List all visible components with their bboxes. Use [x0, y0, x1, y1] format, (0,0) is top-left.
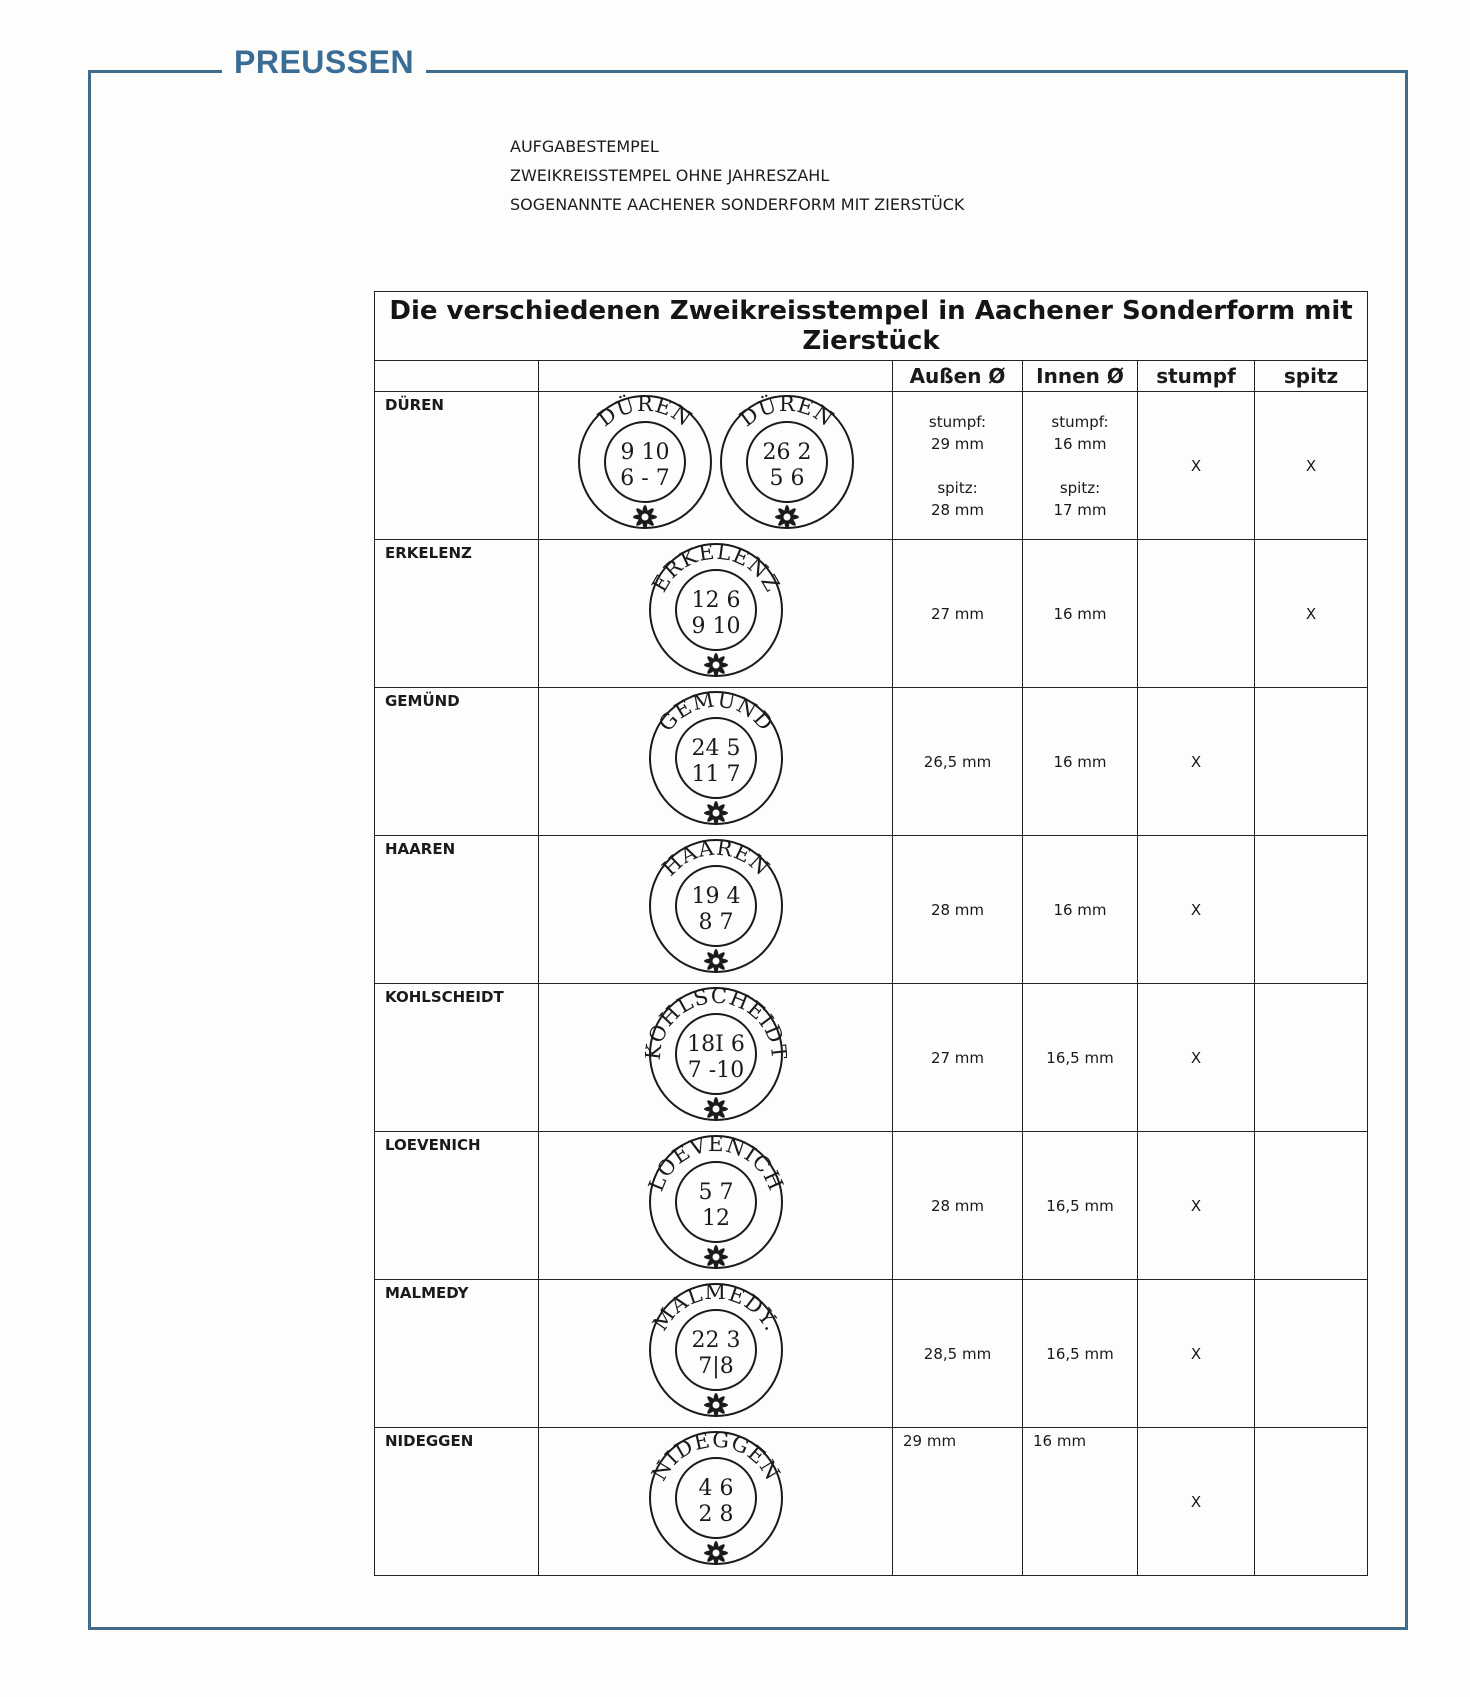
- town-name: NIDEGGEN: [375, 1428, 539, 1576]
- spitz-mark: [1255, 1280, 1368, 1428]
- inner-diameter: 16,5 mm: [1023, 984, 1138, 1132]
- postmark-stamp: [645, 1133, 787, 1275]
- town-name: LOEVENICH: [375, 1132, 539, 1280]
- stamp-town: DÜREN: [734, 392, 839, 431]
- stamp-image-cell: [539, 392, 893, 540]
- postmark-stamp: [645, 1281, 787, 1423]
- column-header: [539, 361, 893, 392]
- measurement-list: [1023, 411, 1137, 521]
- stamp-date-line: 18I 6: [686, 1031, 745, 1057]
- postmark-stamp: [645, 1429, 787, 1571]
- stamp-town: NIDEGGEN: [646, 1428, 785, 1485]
- ornament-icon: [704, 1097, 728, 1121]
- ornament-icon: [633, 505, 657, 529]
- column-header-inner: Innen Ø: [1023, 361, 1138, 392]
- measurement-line: stumpf:: [1051, 412, 1109, 431]
- stamp-date-line: 26 2: [762, 439, 811, 465]
- table-row: [375, 540, 1368, 688]
- town-name: GEMÜND: [375, 688, 539, 836]
- inner-diameter: 16,5 mm: [1023, 1280, 1138, 1428]
- outer-diameter: 26,5 mm: [893, 688, 1023, 836]
- table-row: [375, 836, 1368, 984]
- column-header-spitz: spitz: [1255, 361, 1368, 392]
- spitz-mark: [1255, 984, 1368, 1132]
- stamp-time-line: 5 6: [769, 465, 804, 491]
- spitz-mark: [1255, 688, 1368, 836]
- stamp-town: GEMUND: [653, 688, 778, 736]
- spitz-mark: [1255, 1428, 1368, 1576]
- column-header-outer: Außen Ø: [893, 361, 1023, 392]
- stamp-image-cell: [539, 540, 893, 688]
- table-row: [375, 984, 1368, 1132]
- postmark-stamp: [645, 985, 787, 1127]
- outer-diameter: 28,5 mm: [893, 1280, 1023, 1428]
- spitz-mark: [1255, 836, 1368, 984]
- table-body: [375, 392, 1368, 1576]
- stamp-date-line: 12 6: [691, 587, 740, 613]
- stamp-town: MALMEDY.: [647, 1280, 784, 1335]
- ornament-icon: [775, 505, 799, 529]
- stumpf-mark: X: [1138, 688, 1255, 836]
- subtitle-line: SOGENANNTE AACHENER SONDERFORM MIT ZIERSTÜCK: [510, 195, 965, 214]
- stamp-time-line: 9 10: [691, 613, 740, 639]
- measurement-line: spitz:: [937, 478, 978, 497]
- spitz-mark: X: [1255, 392, 1368, 540]
- stumpf-mark: X: [1138, 1132, 1255, 1280]
- stumpf-mark: X: [1138, 836, 1255, 984]
- town-name: HAAREN: [375, 836, 539, 984]
- stamp-date-line: 24 5: [691, 735, 740, 761]
- stumpf-mark: X: [1138, 392, 1255, 540]
- stamp-town: ERKELENZ: [646, 540, 785, 596]
- stamp-time-line: 8 7: [698, 909, 733, 935]
- stamp-date-line: 22 3: [691, 1327, 740, 1353]
- stamp-date-line: 9 10: [620, 439, 669, 465]
- stamp-town: OHLSCHEID: [644, 984, 787, 1047]
- postmark-stamp: [716, 393, 858, 535]
- measurement-line: 16 mm: [1053, 434, 1107, 453]
- stumpf-mark: X: [1138, 1280, 1255, 1428]
- spacer: [893, 455, 1022, 477]
- stamp-time-line: 6 - 7: [619, 465, 670, 491]
- table-row: [375, 688, 1368, 836]
- measurement-line: 17 mm: [1053, 500, 1107, 519]
- stamp-time-line: 7|8: [697, 1353, 734, 1379]
- town-name: MALMEDY: [375, 1280, 539, 1428]
- stamp-date-line: 5 7: [698, 1179, 733, 1205]
- inner-diameter: 16 mm: [1023, 1428, 1138, 1576]
- inner-diameter: [1023, 392, 1138, 540]
- stamp-time-line: 2 8: [698, 1501, 733, 1527]
- town-name: ERKELENZ: [375, 540, 539, 688]
- measurement-list: [893, 411, 1022, 521]
- stamp-image-cell: [539, 1132, 893, 1280]
- outer-diameter: 28 mm: [893, 836, 1023, 984]
- measurement-line: spitz:: [1059, 478, 1101, 497]
- table-row: [375, 1428, 1368, 1576]
- outer-diameter: 27 mm: [893, 540, 1023, 688]
- outer-diameter: 28 mm: [893, 1132, 1023, 1280]
- stamp-time-line: 12: [701, 1205, 730, 1231]
- inner-diameter: 16 mm: [1023, 688, 1138, 836]
- postmark-stamp: [574, 393, 716, 535]
- postmark-stamp: [645, 837, 787, 979]
- inner-diameter: 16 mm: [1023, 540, 1138, 688]
- stamp-date-line: 19 4: [691, 883, 740, 909]
- stamp-time-line: 7 -10: [687, 1057, 744, 1083]
- postmark-stamp: [645, 541, 787, 683]
- stamp-image-cell: [539, 1280, 893, 1428]
- page-title: PREUSSEN: [222, 44, 426, 81]
- column-header: [375, 361, 539, 392]
- measurement-line: stumpf:: [928, 412, 987, 431]
- spacer: [1023, 455, 1137, 477]
- stamp-image-cell: [539, 836, 893, 984]
- stamp-date-line: 4 6: [698, 1475, 733, 1501]
- spitz-mark: [1255, 1132, 1368, 1280]
- town-name: DÜREN: [375, 392, 539, 540]
- ornament-icon: [704, 949, 728, 973]
- stamp-town: DÜREN: [592, 392, 697, 431]
- subtitle-line: AUFGABESTEMPEL: [510, 137, 659, 156]
- stamp-time-line: 11 7: [691, 761, 740, 787]
- stamp-image-cell: [539, 984, 893, 1132]
- inner-diameter: 16,5 mm: [1023, 1132, 1138, 1280]
- outer-diameter: 29 mm: [893, 1428, 1023, 1576]
- outer-diameter: [893, 392, 1023, 540]
- subtitle-line: ZWEIKREISSTEMPEL OHNE JAHRESZAHL: [510, 166, 830, 185]
- subtitle-block: [510, 132, 964, 219]
- stamp-table: [374, 291, 1368, 1576]
- measurement-line: 28 mm: [930, 500, 985, 519]
- stamp-image-cell: [539, 1428, 893, 1576]
- ornament-icon: [704, 1245, 728, 1269]
- stamp-image-cell: [539, 688, 893, 836]
- ornament-icon: [704, 653, 728, 677]
- town-name: KOHLSCHEIDT: [375, 984, 539, 1132]
- ornament-icon: [704, 801, 728, 825]
- stamp-town: HAAREN: [656, 836, 775, 881]
- stamp-town: LOEVENICH: [644, 1132, 787, 1195]
- measurement-line: 29 mm: [930, 434, 985, 453]
- inner-diameter: 16 mm: [1023, 836, 1138, 984]
- column-header-stumpf: stumpf: [1138, 361, 1255, 392]
- table-row: [375, 1132, 1368, 1280]
- stumpf-mark: X: [1138, 984, 1255, 1132]
- postmark-stamp: [645, 689, 787, 831]
- stumpf-mark: X: [1138, 1428, 1255, 1576]
- table-header-row: [375, 361, 1368, 392]
- ornament-icon: [704, 1393, 728, 1417]
- stumpf-mark: [1138, 540, 1255, 688]
- table-row: [375, 1280, 1368, 1428]
- outer-diameter: 27 mm: [893, 984, 1023, 1132]
- table-title: Die verschiedenen Zweikreisstempel in Aachener Sonderform mit Zierstück: [375, 292, 1368, 361]
- table-row: [375, 392, 1368, 540]
- ornament-icon: [704, 1541, 728, 1565]
- spitz-mark: X: [1255, 540, 1368, 688]
